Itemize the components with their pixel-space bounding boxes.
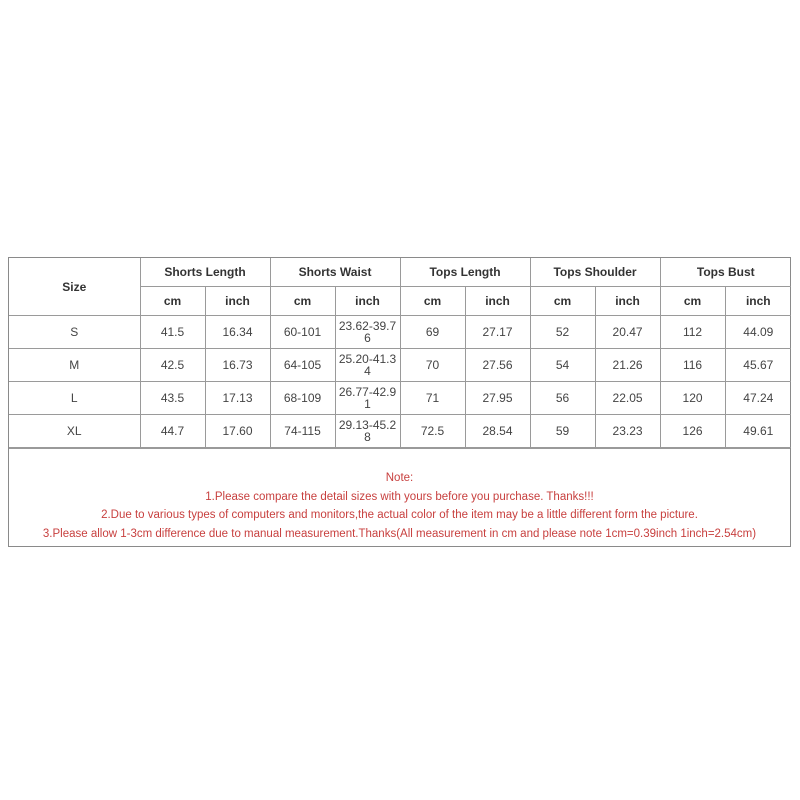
- table-cell: 71: [400, 382, 465, 415]
- note-line-3: 3.Please allow 1-3cm difference due to manual measurement.Thanks(All measurement in cm and please note 1cm=0.39inch 1inch=2.54cm): [42, 527, 757, 540]
- table-cell: 120: [660, 382, 725, 415]
- table-cell: 27.56: [465, 349, 530, 382]
- table-cell: 28.54: [465, 415, 530, 448]
- table-row: [9, 316, 791, 349]
- table-cell: 64-105: [270, 349, 335, 382]
- table-cell: 17.13: [205, 382, 270, 415]
- unit-header: inch: [725, 287, 791, 316]
- table-cell: 41.5: [140, 316, 205, 349]
- table-cell: 16.73: [205, 349, 270, 382]
- table-cell: 59: [530, 415, 595, 448]
- table-cell: 112: [660, 316, 725, 349]
- table-row: [9, 349, 791, 382]
- notes-title: Note:: [385, 472, 414, 484]
- group-header-shorts-length: Shorts Length: [140, 258, 270, 287]
- unit-header: cm: [140, 287, 205, 316]
- size-column-header: Size: [9, 258, 140, 316]
- table-cell: 25.20-41.34: [335, 349, 400, 382]
- size-chart: [8, 257, 791, 547]
- table-cell: 44.7: [140, 415, 205, 448]
- table-cell: 72.5: [400, 415, 465, 448]
- group-header-row: [9, 258, 791, 287]
- table-cell: 68-109: [270, 382, 335, 415]
- note-line-2: 2.Due to various types of computers and monitors,the actual color of the item may be a little different form the picture.: [101, 509, 698, 521]
- table-cell: 74-115: [270, 415, 335, 448]
- table-cell: 69: [400, 316, 465, 349]
- table-cell: 43.5: [140, 382, 205, 415]
- table-cell: 54: [530, 349, 595, 382]
- group-header-shorts-waist: Shorts Waist: [270, 258, 400, 287]
- table-cell: 70: [400, 349, 465, 382]
- unit-header: inch: [335, 287, 400, 316]
- table-cell: 52: [530, 316, 595, 349]
- table-row: [9, 415, 791, 448]
- table-cell: 27.95: [465, 382, 530, 415]
- size-cell: XL: [9, 415, 140, 448]
- unit-header: inch: [595, 287, 660, 316]
- table-cell: 23.23: [595, 415, 660, 448]
- notes-section: [9, 448, 790, 546]
- group-header-tops-shoulder: Tops Shoulder: [530, 258, 660, 287]
- group-header-tops-length: Tops Length: [400, 258, 530, 287]
- table-cell: 17.60: [205, 415, 270, 448]
- size-cell: L: [9, 382, 140, 415]
- size-cell: M: [9, 349, 140, 382]
- table-cell: 60-101: [270, 316, 335, 349]
- table-row: [9, 382, 791, 415]
- table-cell: 27.17: [465, 316, 530, 349]
- table-cell: 26.77-42.91: [335, 382, 400, 415]
- table-cell: 116: [660, 349, 725, 382]
- table-cell: 42.5: [140, 349, 205, 382]
- table-cell: 20.47: [595, 316, 660, 349]
- unit-header: cm: [400, 287, 465, 316]
- note-line-1: 1.Please compare the detail sizes with yours before you purchase. Thanks!!!: [205, 490, 594, 503]
- table-cell: 44.09: [725, 316, 791, 349]
- table-cell: 22.05: [595, 382, 660, 415]
- unit-header: inch: [465, 287, 530, 316]
- group-header-tops-bust: Tops Bust: [660, 258, 791, 287]
- unit-header: cm: [660, 287, 725, 316]
- unit-header: cm: [530, 287, 595, 316]
- table-cell: 126: [660, 415, 725, 448]
- table-cell: 56: [530, 382, 595, 415]
- table-cell: 45.67: [725, 349, 791, 382]
- table-cell: 21.26: [595, 349, 660, 382]
- unit-header: inch: [205, 287, 270, 316]
- table-cell: 23.62-39.76: [335, 316, 400, 349]
- table-cell: 47.24: [725, 382, 791, 415]
- size-cell: S: [9, 316, 140, 349]
- table-cell: 49.61: [725, 415, 791, 448]
- unit-header: cm: [270, 287, 335, 316]
- table-cell: 16.34: [205, 316, 270, 349]
- size-table: [9, 258, 791, 448]
- table-cell: 29.13-45.28: [335, 415, 400, 448]
